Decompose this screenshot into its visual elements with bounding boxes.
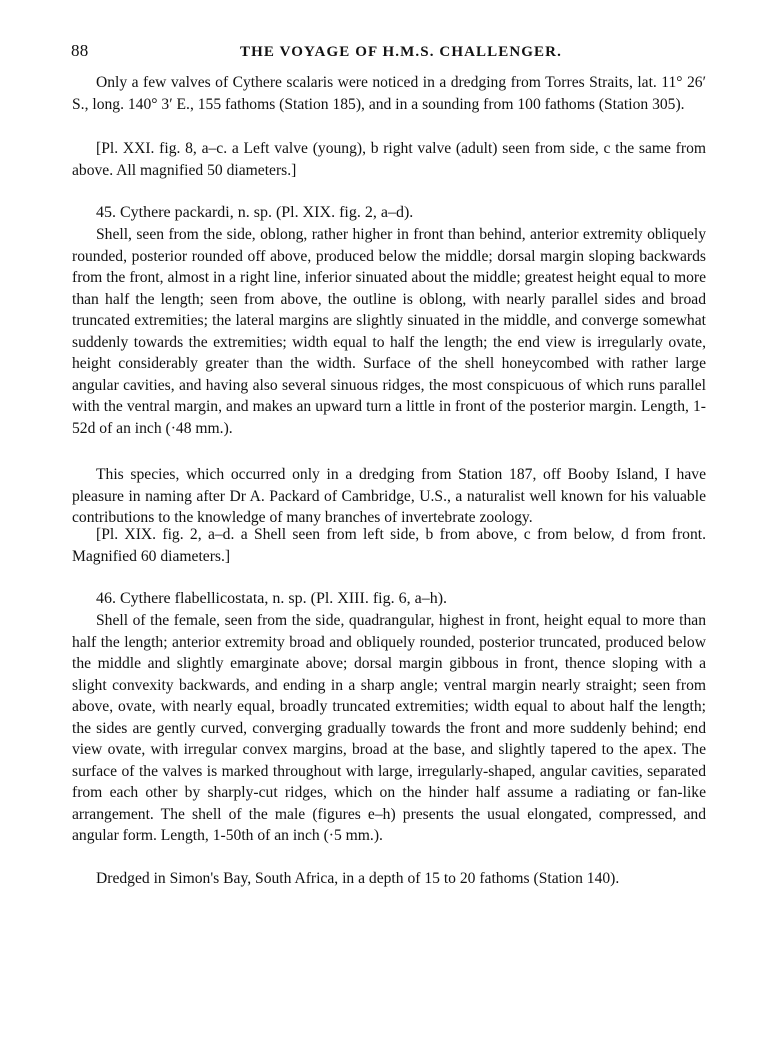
page-number: 88	[71, 41, 89, 60]
paragraph-cythere-packardi-description: Shell, seen from the side, oblong, rather higher in front than behind, anterior extremity obliquely rounded, posterior rounded off above, produced below the middle; dorsal margin sloping backwards from the front, almost in a right line, inferior sinuated about the middle; greatest height equal to more than half the length; seen from above, the outline is oblong, with nearly parallel sides and broad truncated extremities; the lateral margins are slightly sinuated in the middle, and converge somewhat suddenly towards the extremities; width equal to half the length; the end view is irregularly ovate, height considerably greater than the width. Surface of the shell honeycombed with rather large angular cavities, and having also several sinuous ridges, the most conspicuous of which runs parallel with the ventral margin, and makes an upward turn a little in front of the posterior margin. Length, 1-52d of an inch (·48 mm.).	[72, 226, 706, 437]
running-title: THE VOYAGE OF H.M.S. CHALLENGER.	[240, 44, 562, 60]
plate-caption-xxi: [Pl. XXI. fig. 8, a–c. a Left valve (young), b right valve (adult) seen from side, c the same from above. All magnified 50 diameters.]	[72, 140, 706, 179]
paragraph-cythere-scalaris-locality: Only a few valves of Cythere scalaris were noticed in a dredging from Torres Straits, lat. 11° 26′ S., long. 140° 3′ E., 155 fathoms (Station 185), and in a sounding from 100 fathoms (Station 305).	[72, 74, 706, 113]
species-heading-46: 46. Cythere flabellicostata, n. sp. (Pl. XIII. fig. 6, a–h).	[96, 590, 448, 607]
paragraph-cythere-flabellicostata-locality: Dredged in Simon's Bay, South Africa, in a depth of 15 to 20 fathoms (Station 140).	[96, 870, 620, 887]
species-heading-45: 45. Cythere packardi, n. sp. (Pl. XIX. fig. 2, a–d).	[96, 204, 414, 221]
paragraph-cythere-packardi-remarks: This species, which occurred only in a dredging from Station 187, off Booby Island, I have pleasure in naming after Dr A. Packard of Cambridge, U.S., a naturalist well known for his valuable contributions to the knowledge of many branches of invertebrate zoology.	[72, 466, 706, 526]
paragraph-cythere-flabellicostata-description: Shell of the female, seen from the side, quadrangular, highest in front, height equal to more than half the length; anterior extremity broad and obliquely rounded, posterior truncated, produced below the middle and slightly emarginate above; dorsal margin gibbous in front, thence sloping with a slight convexity backwards, and ending in a sharp angle; ventral margin nearly straight; seen from above, ovate, with nearly equal, broadly truncated extremities; width equal to about half the length; the sides are gently curved, converging gradually towards the front and more suddenly behind; end view ovate, with irregular convex margins, broad at the base, and slightly tapered to the apex. The surface of the valves is marked throughout with large, irregularly-shaped, angular cavities, separated from each other by sharply-cut ridges, which on the hinder half assume a radiating or fan-like arrangement. The shell of the male (figures e–h) presents the usual elongated, compressed, and angular form. Length, 1-50th of an inch (·5 mm.).	[72, 612, 706, 844]
plate-caption-xix: [Pl. XIX. fig. 2, a–d. a Shell seen from left side, b from above, c from below, d from front. Magnified 60 diameters.]	[72, 526, 706, 565]
